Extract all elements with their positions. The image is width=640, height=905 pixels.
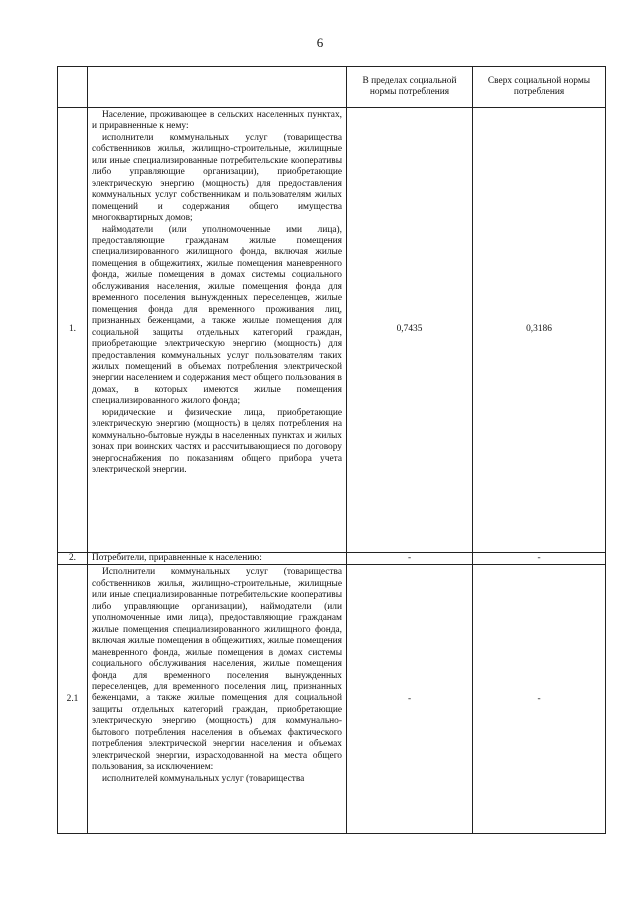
- row-paragraph: Население, проживающее в сельских населенных пунктах, и приравненные к нему:: [92, 110, 342, 132]
- row-number: 2.: [58, 553, 88, 565]
- header-within-norm: В пределах социальной нормы потребления: [347, 67, 473, 108]
- within-norm-value: -: [347, 553, 473, 565]
- row-paragraph: наймодатели (или уполномоченные ими лица), предоставляющие гражданам жилые помещения специализированного жилищного фонда, включая жилые помещения в общежитиях, жилые помещения маневренного фонда, жилые помещения в домах системы социального обслуживания населения, жилые помещения фонда для временного поселения вынужденных переселенцев, жилые помещения фонда для временного проживания лиц, признанных беженцами, а также жилые помещения для социальной защиты отдельных категорий граждан, приобретающие электрическую энергию (мощность) для предоставления коммунальных услуг пользователям таких жилых помещений в объемах потребления электрической энергии населением и содержания мест общего пользования в домах, в которых имеются жилые помещения специализированного жилого фонда;: [92, 224, 342, 407]
- header-name: [88, 67, 347, 108]
- row-number: 1.: [58, 108, 88, 553]
- table-row: [58, 565, 606, 834]
- row-paragraph: исполнители коммунальных услуг (товарищества собственников жилья, жилищно-строительные, жилищные или иные специализированные потребительские кооперативы либо управляющие организации), приобретающие электрическую энергию (мощность) для предоставления коммунальных услуг собственникам и пользователям жилых помещений и содержания общего имущества многоквартирных домов;: [92, 132, 342, 224]
- above-norm-value: -: [473, 565, 606, 834]
- row-paragraph: Потребители, приравненные к населению:: [92, 553, 262, 563]
- within-norm-value: 0,7435: [347, 108, 473, 553]
- row-paragraph: исполнителей коммунальных услуг (товарищества: [102, 773, 305, 784]
- row-description: [88, 565, 347, 834]
- above-norm-value: -: [473, 553, 606, 565]
- table-row: [58, 553, 606, 565]
- header-above-norm: Сверх социальной нормы потребления: [473, 67, 606, 108]
- within-norm-value: -: [347, 565, 473, 834]
- row-description: [88, 553, 347, 565]
- table-row: [58, 108, 606, 553]
- row-paragraph: Исполнители коммунальных услуг (товарищества собственников жилья, жилищно-строительные, жилищные или иные специализированные потребительские кооперативы либо управляющие организации), наймодатели (или уполномоченные ими лица), предоставляющие гражданам жилые помещения специализированного жилищного фонда, включая жилые помещения в общежитиях, жилые помещения маневренного фонда, жилые помещения в домах системы социального обслуживания населения, жилые помещения фонда для временного поселения вынужденных переселенцев, для временного поселения лиц, признанных беженцами, а также жилые помещения для социальной защиты отдельных категорий граждан, приобретающие электрическую энергию (мощность) для коммунально-бытового потребления населения в объемах фактического потребления электрической энергии населения и объемах электрической энергии, израсходованной на места общего пользования, за исключением:: [92, 567, 342, 773]
- above-norm-value: 0,3186: [473, 108, 606, 553]
- row-description: [88, 108, 347, 553]
- row-paragraph: юридические и физические лица, приобретающие электрическую энергию (мощность) в целях потребления на коммунально-бытовые нужды в населенных пунктах и жилых зонах при воинских частях и рассчитывающиеся по договору энергоснабжения по показаниям общего прибора учета электрической энергии.: [92, 407, 342, 476]
- header-num: [58, 67, 88, 108]
- tariff-table: [57, 66, 606, 834]
- page-number: 6: [316, 35, 324, 50]
- row-number: 2.1: [58, 565, 88, 834]
- table-header-row: [58, 67, 606, 108]
